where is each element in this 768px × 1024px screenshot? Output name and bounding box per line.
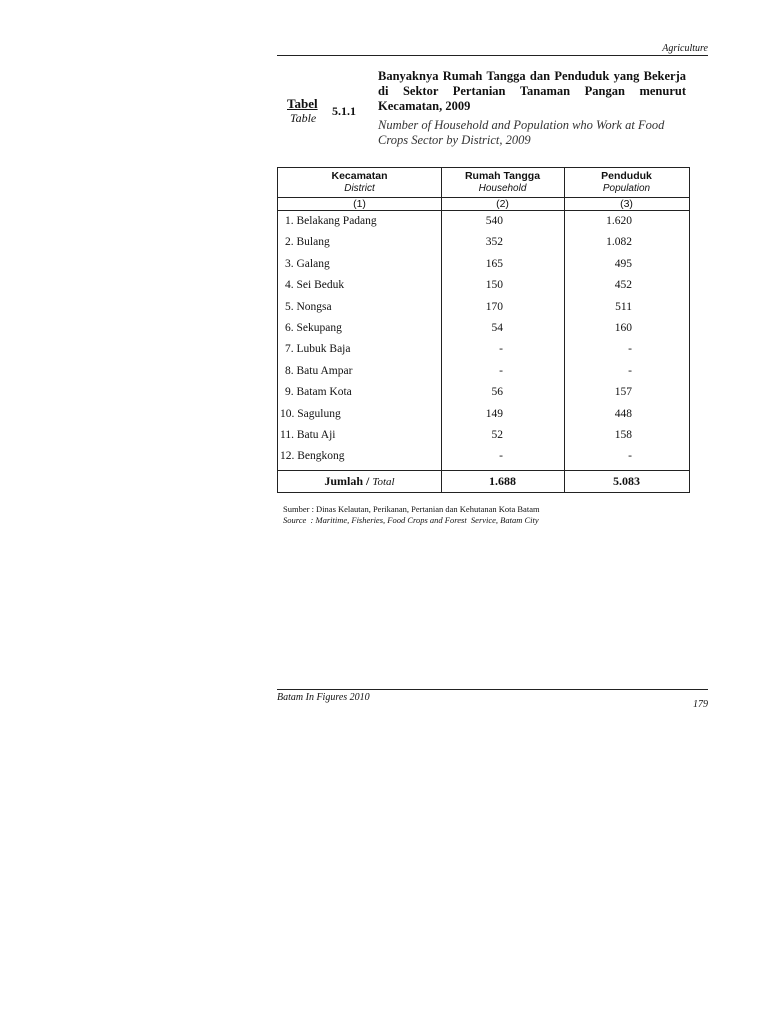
column-number: (2) [496, 198, 509, 210]
household-value: 352 [485, 236, 503, 249]
column-header-sublabel: District [344, 183, 375, 194]
district-name: 5. Nongsa [285, 300, 332, 313]
total-population: 5.083 [613, 474, 640, 488]
total-label-id: Jumlah / [324, 474, 373, 488]
district-name: 6. Sekupang [285, 322, 342, 334]
table-row [278, 343, 689, 364]
population-value: 452 [614, 279, 632, 292]
total-row [278, 472, 689, 492]
household-value: - [499, 364, 503, 377]
data-table [277, 167, 690, 493]
population-value: 1.082 [606, 236, 632, 249]
table-number: 5.1.1 [332, 104, 356, 118]
footer-rule [277, 689, 708, 690]
population-value: 511 [615, 300, 632, 313]
table-row [278, 258, 689, 279]
total-label [278, 474, 441, 489]
household-value: 170 [485, 300, 503, 313]
table-row [278, 301, 689, 322]
household-value: 56 [491, 386, 503, 399]
population-value: 495 [614, 257, 632, 270]
table-row [278, 322, 689, 343]
column-number: (3) [620, 198, 633, 210]
population-value: 158 [614, 429, 632, 441]
district-name: 3. Galang [285, 257, 330, 270]
table-row [278, 429, 689, 450]
household-value: 54 [491, 322, 503, 334]
page-number: 179 [693, 699, 708, 710]
column-header-label: Kecamatan [331, 170, 388, 182]
publication-title: Batam In Figures 2010 [277, 692, 370, 703]
table-label-en: Table [290, 111, 317, 125]
household-value: - [499, 343, 503, 356]
column-header-household [441, 170, 564, 195]
source-note [283, 504, 540, 526]
household-value: 149 [485, 407, 503, 420]
district-name: 1. Belakang Padang [285, 215, 377, 227]
population-value: - [628, 450, 632, 463]
table-title-en: Number of Household and Population who Work at Food Crops Sector by District, 2009 [378, 118, 665, 147]
table-row [278, 408, 689, 429]
table-row [278, 386, 689, 407]
table-title-id: Banyaknya Rumah Tangga dan Penduduk yang Bekerja di Sektor Pertanian Tanaman Pangan menurut Kecamatan, 2009 [378, 69, 686, 113]
column-header-label: Rumah Tangga [464, 170, 541, 182]
population-value: 160 [614, 322, 632, 334]
table-row [278, 215, 689, 236]
district-name: 12. Bengkong [280, 450, 345, 463]
district-name: 10. Sagulung [280, 407, 341, 420]
household-value: 52 [491, 429, 503, 441]
household-value: - [499, 450, 503, 463]
table-row [278, 279, 689, 300]
total-household: 1.688 [489, 474, 516, 488]
household-value: 165 [485, 257, 503, 270]
population-value: 157 [614, 386, 632, 399]
district-name: 11. Batu Aji [280, 429, 336, 441]
population-value: 448 [614, 407, 632, 420]
household-value: 540 [485, 215, 503, 227]
total-label-en: Total [372, 476, 395, 488]
district-name: 2. Bulang [285, 236, 330, 249]
district-name: 4. Sei Beduk [285, 279, 345, 292]
header-divider [278, 210, 689, 211]
district-name: 8. Batu Ampar [285, 364, 353, 377]
table-row [278, 450, 689, 471]
population-value: - [628, 343, 632, 356]
column-header-population [564, 170, 689, 195]
population-value: 1.620 [606, 215, 632, 227]
table-label-id: Tabel [287, 96, 318, 111]
column-header-sublabel: Household [478, 183, 527, 194]
column-header-label: Penduduk [601, 170, 652, 182]
source-en: Source : Maritime, Fisheries, Food Crops and Forest Service, Batam City [283, 515, 539, 525]
household-value: 150 [485, 279, 503, 292]
source-id: Sumber : Dinas Kelautan, Perikanan, Pertanian dan Kehutanan Kota Batam [283, 504, 540, 514]
population-value: - [628, 364, 632, 377]
district-name: 9. Batam Kota [285, 386, 352, 399]
table-row [278, 236, 689, 257]
column-header-district [278, 170, 441, 195]
section-label: Agriculture [662, 43, 708, 54]
table-row [278, 365, 689, 386]
column-number: (1) [353, 198, 366, 210]
district-name: 7. Lubuk Baja [285, 343, 351, 356]
column-header-sublabel: Population [602, 183, 651, 194]
header-rule [277, 55, 708, 56]
